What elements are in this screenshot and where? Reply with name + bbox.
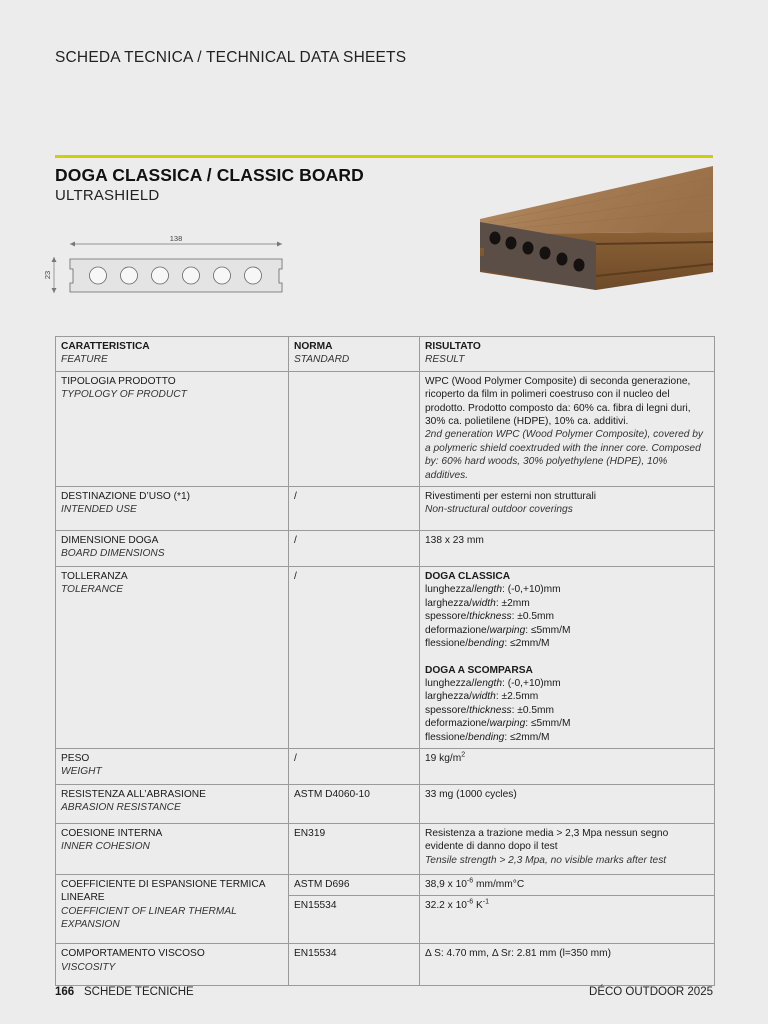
footer-page-number: 166 [55,986,75,998]
feature-label-en: TYPOLOGY OF PRODUCT [61,389,187,401]
result-text: 38,9 x $10^{-6}$ mm/mm°C [420,874,715,895]
tolerance-line: larghezza/width: ±2.5mm [425,691,539,703]
result-text: 33 mg (1000 cycles) [420,784,715,823]
norm-cell: EN319 [289,823,420,874]
result-text: Δ S: 4.70 mm, Δ Sr: 2.81 mm (l=350 mm) [420,944,715,986]
feature-label-en: INNER COHESION [61,841,150,853]
table-row [56,823,715,874]
tolerance-line: flessione/bending: ≤2mm/M [425,638,550,650]
norm-cell [289,371,420,486]
feature-label: DESTINAZIONE D’USO (*1) [61,491,191,503]
tolerance-group-title: DOGA CLASSICA [425,571,511,583]
tolerance-line: deformazione/warping: ≤5mm/M [425,718,571,730]
result-text: 19 $kg/m^2$ [420,748,715,784]
board-photo [478,164,718,299]
accent-rule [55,155,713,158]
norm-cell: ASTM D4060-10 [289,784,420,823]
feature-label: COESIONE INTERNA [61,827,163,839]
result-text: 32.2 x $10^{-6}$ $K^{-1}$ [420,896,715,944]
table-row [56,748,715,784]
feature-label-en: WEIGHT [61,766,102,778]
result-text-en: 2nd generation WPC (Wood Polymer Composite), covered by a polymeric shield coextruded with the inner core. Composed by: 60% hard woods, 30% polyethylene (HDPE), 10% additives. [425,429,704,481]
header-standard: NORMA [294,341,333,352]
norm-cell: EN15534 [289,944,420,986]
header-standard-en: STANDARD [294,354,350,366]
table-row [56,487,715,531]
norm-cell: EN15534 [289,896,420,944]
width-dimension-label: 138 [169,234,183,243]
table-row [56,531,715,567]
header-feature-en: FEATURE [61,354,108,366]
product-subtitle: ULTRASHIELD [55,187,160,204]
result-text: Rivestimenti per esterni non strutturali [425,491,596,503]
norm-cell: / [289,567,420,749]
table-row [56,784,715,823]
header-feature: CARATTERISTICA [61,341,150,352]
product-title: DOGA CLASSICA / CLASSIC BOARD [55,165,364,185]
table-row [56,567,715,749]
tolerance-group-title: DOGA A SCOMPARSA [425,664,533,676]
result-text: WPC (Wood Polymer Composite) di seconda generazione, ricoperto da film in polimeri coestruso con il nucleo del prodotto. Prodotto composto da: 60% ca. fibra di legni duri, 30% ca. polietilene (HDPE), 10% ca. additivi. [425,375,691,428]
header-result: RISULTATO [425,341,481,352]
feature-label-en: ABRASION RESISTANCE [61,802,181,814]
header-result-en: RESULT [425,354,465,366]
tolerance-result [420,567,715,749]
feature-label: DIMENSIONE DOGA [61,535,159,547]
tolerance-line: spessore/thickness: ±0.5mm [425,611,555,623]
tolerance-line: lunghezza/length: (-0,+10)mm [425,677,561,689]
feature-label: COMPORTAMENTO VISCOSO [61,948,205,960]
tolerance-line: lunghezza/length: (-0,+10)mm [425,584,561,596]
norm-cell: / [289,748,420,784]
result-text-en: Non-structural outdoor coverings [425,504,573,516]
feature-label: PESO [61,752,90,764]
feature-label: TOLLERANZA [61,571,128,583]
result-text: Resistenza a trazione media > 2,3 Mpa nessun segno evidente di danno dopo il test [425,827,669,853]
footer-section-label: SCHEDE TECNICHE [84,986,194,998]
tolerance-line: larghezza/width: ±2mm [425,597,530,609]
table-row [56,944,715,986]
feature-label-en: INTENDED USE [61,504,137,516]
feature-label-en: BOARD DIMENSIONS [61,548,165,560]
feature-label-en: TOLERANCE [61,584,124,596]
feature-label: RESISTENZA ALL’ABRASIONE [61,788,206,800]
table-row [56,371,715,486]
tolerance-line: flessione/bending: ≤2mm/M [425,731,550,743]
spec-table [55,336,715,986]
feature-label: COEFFICIENTE DI ESPANSIONE TERMICA LINEARE [61,878,265,904]
tolerance-line: deformazione/warping: ≤5mm/M [425,624,571,636]
feature-label: TIPOLOGIA PRODOTTO [61,375,176,387]
height-dimension-label: 23 [43,270,52,280]
table-header-row [56,337,715,372]
board-profile-drawing [40,230,290,300]
feature-label-en: VISCOSITY [61,961,116,973]
result-text: 138 x 23 mm [420,531,715,567]
norm-cell: / [289,487,420,531]
table-row [56,874,715,895]
norm-cell: / [289,531,420,567]
norm-cell: ASTM D696 [289,874,420,895]
result-text-en: Tensile strength > 2,3 Mpa, no visible marks after test [425,854,667,866]
tolerance-line: spessore/thickness: ±0.5mm [425,704,555,716]
header-title: SCHEDA TECNICA / TECHNICAL DATA SHEETS [55,49,407,66]
feature-label-en: COEFFICIENT OF LINEAR THERMAL EXPANSION [61,905,237,931]
footer-publication: DÉCO OUTDOOR 2025 [589,986,713,998]
